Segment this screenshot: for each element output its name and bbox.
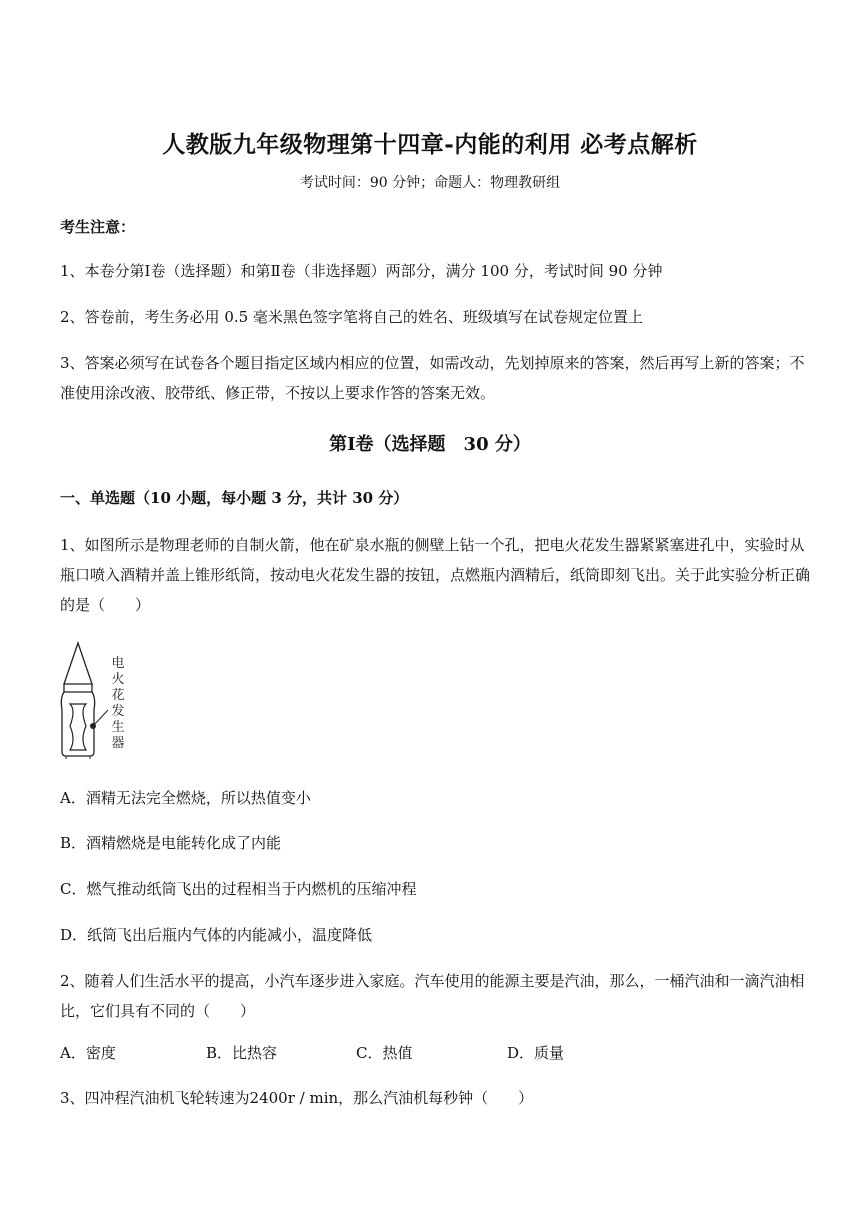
notice-item: 3、答案必须写在试卷各个题目指定区域内相应的位置，如需改动，先划掉原来的答案，然后再写上新的答案；不准使用涂改液、胶带纸、修正带，不按以上要求作答的答案无效。: [60, 354, 805, 402]
q2-option-c: C．热值: [356, 1044, 413, 1062]
figure-label-char: 花: [111, 688, 125, 703]
question-1-text: 1、如图所示是物理老师的自制火箭，他在矿泉水瓶的侧壁上钻一个孔，把电火花发生器紧紧塞进孔中，实验时从瓶口喷入酒精并盖上锥形纸筒，按动电火花发生器的按钮，点燃瓶内酒精后，纸筒即刻飞出。关于此实验分析正确的是（ ）: [60, 536, 811, 614]
figure-label-char: 生: [111, 720, 125, 735]
q1-option-d: D．纸筒飞出后瓶内气体的内能减小，温度降低: [60, 926, 373, 944]
notice-heading: 考生注意：: [60, 218, 136, 236]
question-2-text: 2、随着人们生活水平的提高，小汽车逐步进入家庭。汽车使用的能源主要是汽油，那么，一桶汽油和一滴汽油相比，它们具有不同的（ ）: [60, 972, 805, 1020]
figure-label-char: 电: [111, 656, 125, 671]
page-title: 人教版九年级物理第十四章-内能的利用 必考点解析: [162, 131, 698, 158]
q2-option-a: A．密度: [60, 1044, 116, 1062]
q2-option-d: D．质量: [507, 1044, 565, 1062]
q2-option-b: B．比热容: [206, 1044, 278, 1062]
notice-item: 1、本卷分第Ⅰ卷（选择题）和第Ⅱ卷（非选择题）两部分，满分 100 分，考试时间 90 分钟: [60, 262, 663, 280]
figure-label-char: 发: [111, 704, 125, 719]
section-title: 第Ⅰ卷（选择题 30 分）: [329, 434, 531, 455]
figure-label-char: 火: [111, 672, 125, 687]
q1-option-b: B．酒精燃烧是电能转化成了内能: [60, 834, 282, 852]
question-3-text: 3、四冲程汽油机飞轮转速为2400r / min，那么汽油机每秒钟（ ）: [60, 1089, 534, 1107]
notice-item: 2、答卷前，考生务必用 0.5 毫米黑色签字笔将自己的姓名、班级填写在试卷规定位置上: [60, 308, 643, 326]
figure-label-igniter: [110, 656, 126, 752]
figure-label-char: 器: [111, 736, 125, 751]
q1-option-a: A．酒精无法完全燃烧，所以热值变小: [60, 789, 311, 807]
q1-option-c: C．燃气推动纸筒飞出的过程相当于内燃机的压缩冲程: [60, 880, 417, 898]
exam-info: 考试时间：90 分钟；命题人：物理教研组: [299, 175, 561, 191]
part-heading: 一、单选题（10 小题，每小题 3 分，共计 30 分）: [60, 489, 409, 507]
